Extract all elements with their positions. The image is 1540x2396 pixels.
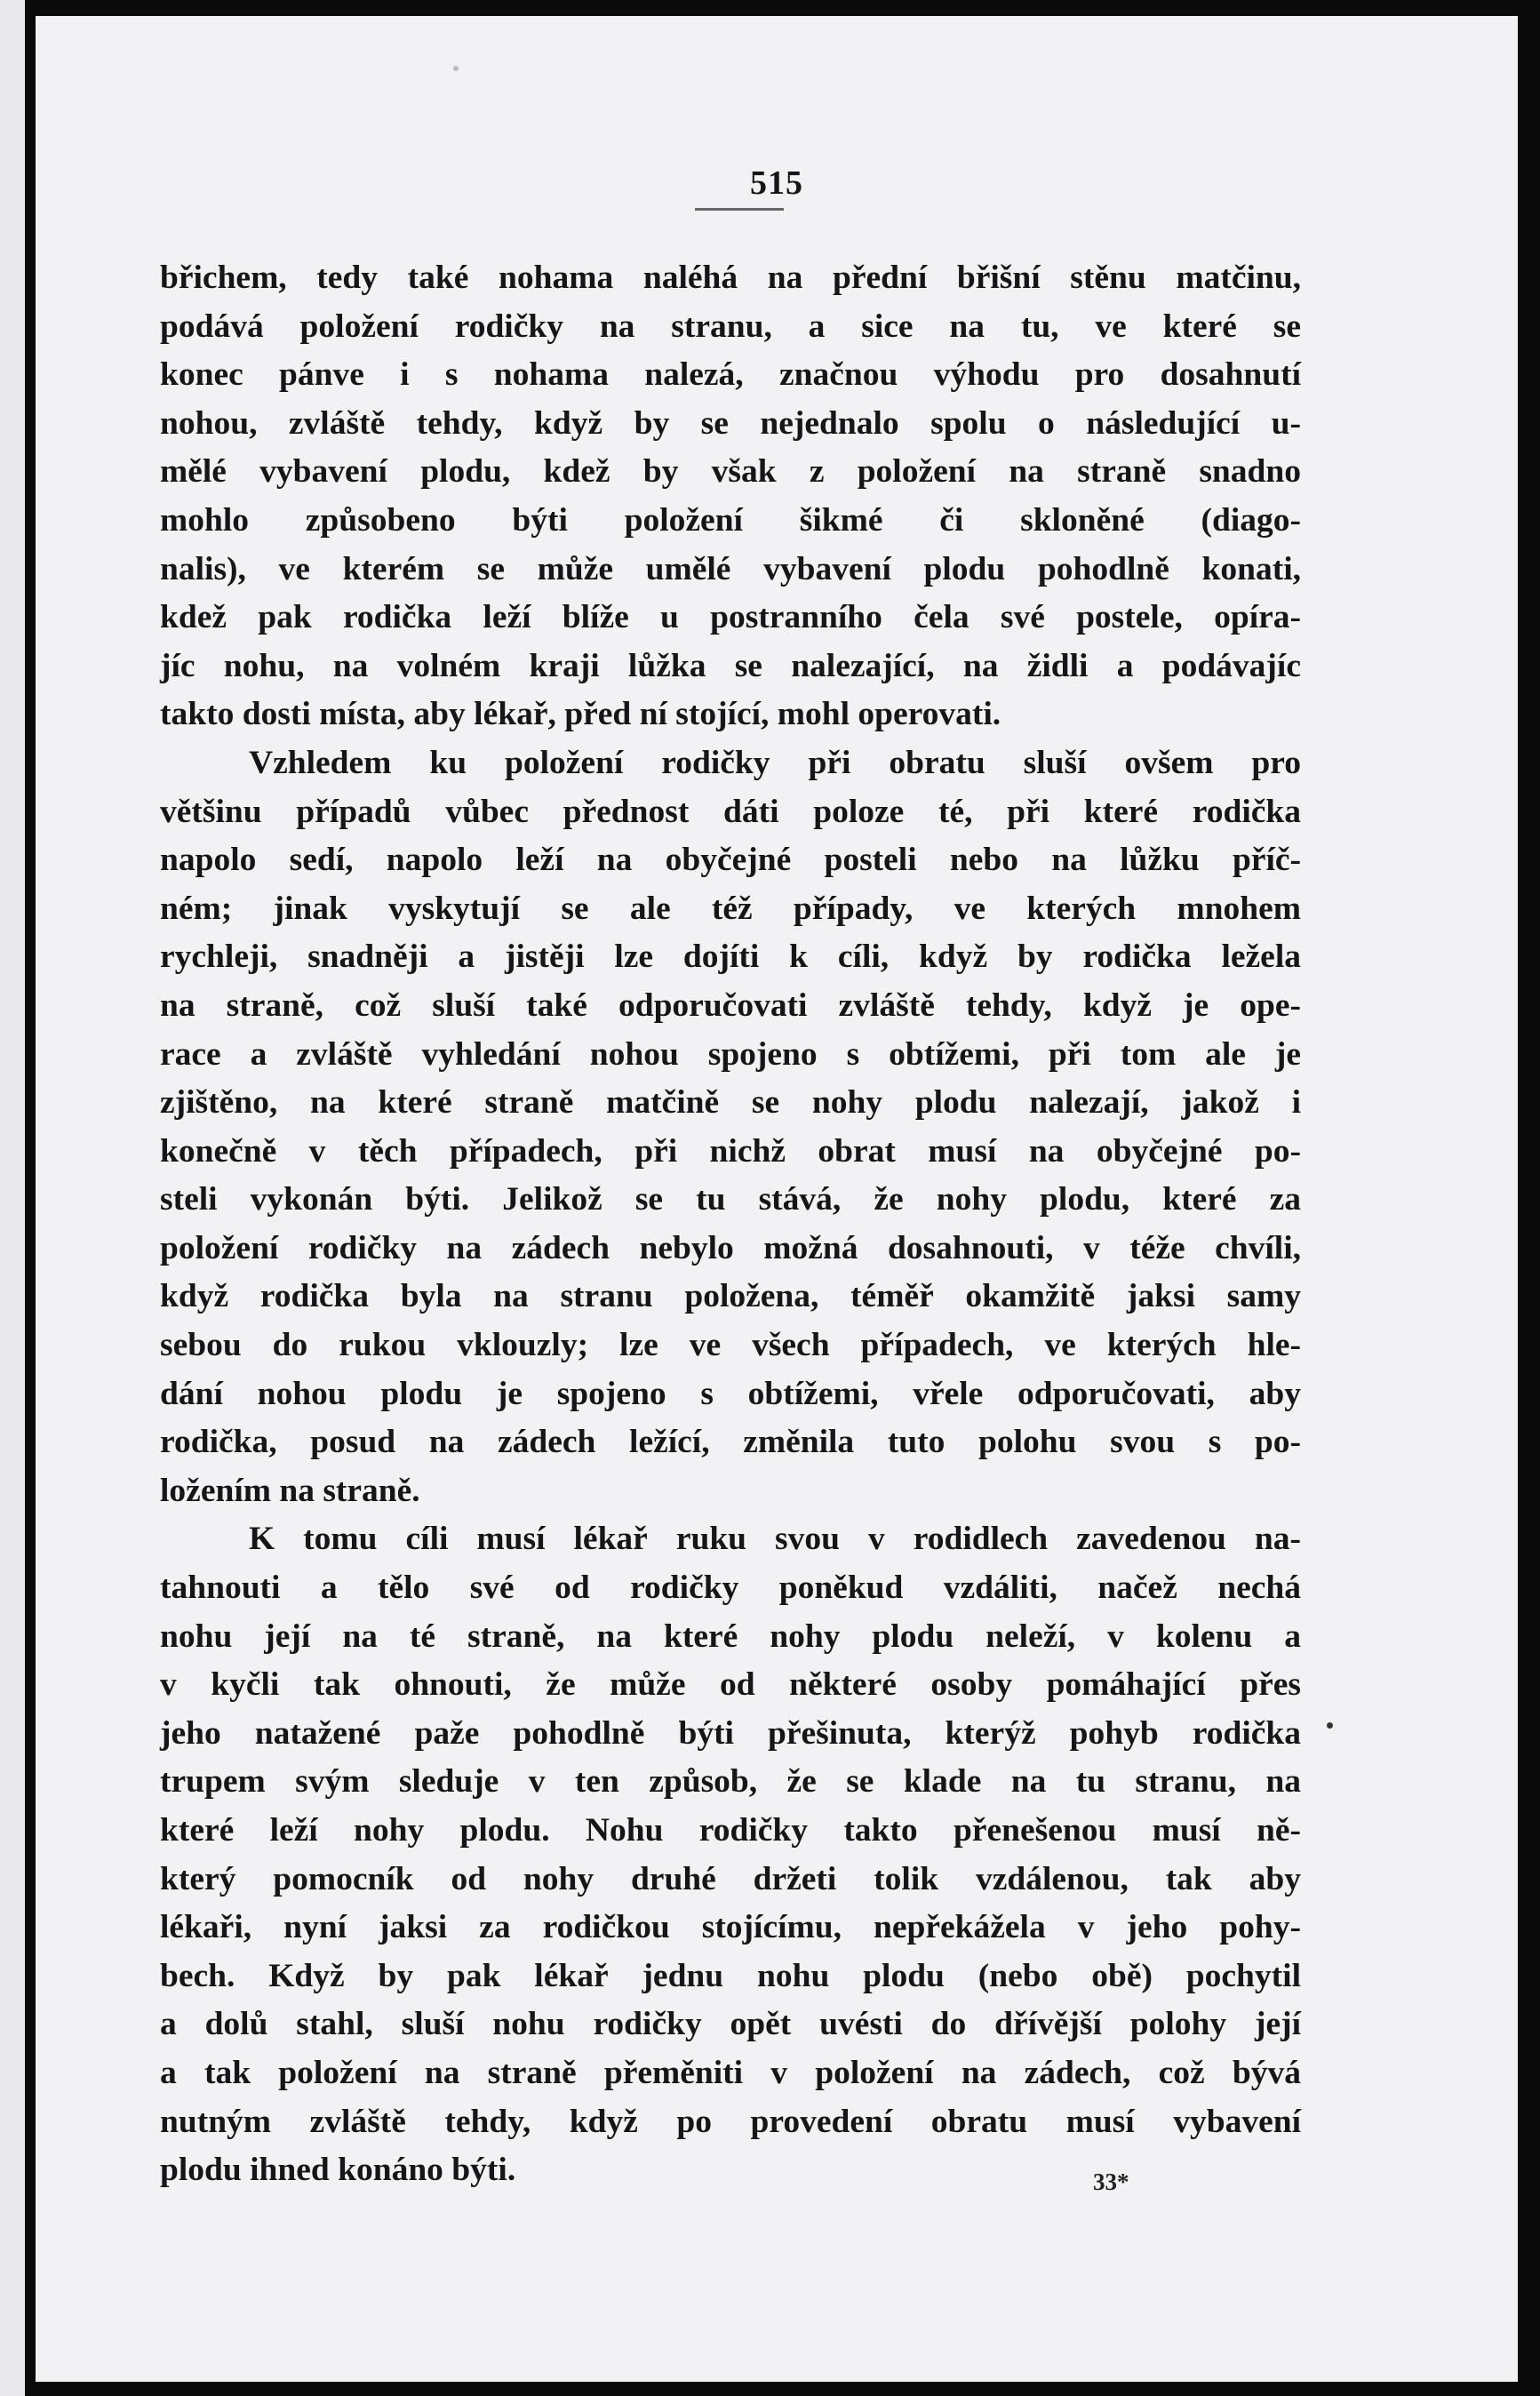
text-line: podává položení rodičky na stranu, a sice na tu, ve které se <box>160 307 1301 345</box>
page-number: 515 <box>750 164 803 202</box>
text-line: dání nohou plodu je spojeno s obtížemi, vřele odporučovati, aby <box>160 1375 1301 1412</box>
text-line: takto dosti místa, aby lékař, před ní stojící, mohl operovati. <box>160 696 1001 733</box>
margin-dot <box>1327 1722 1333 1729</box>
text-line: v kyčli tak ohnouti, že může od některé osoby pomáhající přes <box>160 1666 1301 1704</box>
text-line: konec pánve i s nohama nalezá, značnou výhodu pro dosahnutí <box>160 356 1301 394</box>
text-line: nohou, zvláště tehdy, když by se nejednalo spolu o následující u- <box>160 404 1301 442</box>
page-number-rule <box>695 208 784 211</box>
text-line: bech. Když by pak lékař jednu nohu plodu (nebo obě) pochytil <box>160 1957 1301 1994</box>
text-line: zjištěno, na které straně matčině se nohy plodu nalezají, jakož i <box>160 1084 1301 1122</box>
text-line: a tak položení na straně přeměniti v položení na zádech, což bývá <box>160 2054 1301 2091</box>
text-line: rodička, posud na zádech ležící, změnila tuto polohu svou s po- <box>160 1424 1301 1461</box>
text-line: lékaři, nyní jaksi za rodičkou stojícímu, nepřekážela v jeho pohy- <box>160 1909 1301 1946</box>
signature-mark: 33* <box>1093 2168 1129 2195</box>
paper-speck <box>453 66 459 71</box>
text-line: a dolů stahl, sluší nohu rodičky opět uvésti do dřívější polohy její <box>160 2006 1301 2043</box>
text-line: břichem, tedy také nohama naléhá na přední břišní stěnu matčinu, <box>160 260 1301 296</box>
text-line: nutným zvláště tehdy, když po provedení obratu musí vybavení <box>160 2103 1301 2140</box>
text-line: většinu případů vůbec přednost dáti poloze té, při které rodička <box>160 793 1301 830</box>
text-line: který pomocník od nohy druhé držeti tolik vzdálenou, tak aby <box>160 1860 1301 1897</box>
text-line: rychleji, snadněji a jistěji lze dojíti k cíli, když by rodička ležela <box>160 938 1301 976</box>
text-line: položení rodičky na zádech nebylo možná dosahnouti, v téže chvíli, <box>160 1229 1301 1266</box>
text-line: jeho natažené paže pohodlně býti přešinuta, kterýž pohyb rodička <box>160 1714 1301 1752</box>
text-line: mohlo způsobeno býti položení šikmé či skloněné (diago- <box>160 501 1301 539</box>
text-line: tahnouti a tělo své od rodičky poněkud vzdáliti, načež nechá <box>160 1569 1301 1607</box>
text-line: jíc nohu, na volném kraji lůžka se nalezající, na židli a podávajíc <box>160 647 1301 684</box>
text-line: nohu její na té straně, na které nohy plodu neleží, v kolenu a <box>160 1617 1301 1655</box>
text-line: K tomu cíli musí lékař ruku svou v rodidlech zavedenou na- <box>249 1521 1301 1558</box>
text-line: ložením na straně. <box>160 1472 420 1509</box>
text-line: steli vykonán býti. Jelikož se tu stává, že nohy plodu, které za <box>160 1181 1301 1218</box>
text-line: napolo sedí, napolo leží na obyčejné posteli nebo na lůžku příč- <box>160 842 1301 879</box>
text-line: plodu ihned konáno býti. <box>160 2152 516 2189</box>
book-page <box>36 16 1518 2382</box>
body-text <box>160 254 1301 2195</box>
text-line: když rodička byla na stranu položena, téměř okamžitě jaksi samy <box>160 1278 1301 1315</box>
text-line: sebou do rukou vklouzly; lze ve všech případech, ve kterých hle- <box>160 1327 1301 1364</box>
text-line: kdež pak rodička leží blíže u postranního čela své postele, opíra- <box>160 599 1301 636</box>
text-line: nalis), ve kterém se může umělé vybavení plodu pohodlně konati, <box>160 550 1301 587</box>
text-line: konečně v těch případech, při nichž obrat musí na obyčejné po- <box>160 1132 1301 1170</box>
text-line: na straně, což sluší také odporučovati zvláště tehdy, když je ope- <box>160 986 1301 1024</box>
text-line: trupem svým sleduje v ten způsob, že se klade na tu stranu, na <box>160 1763 1301 1801</box>
adjacent-page-edge <box>0 0 25 2396</box>
text-line: které leží nohy plodu. Nohu rodičky takto přenešenou musí ně- <box>160 1812 1301 1849</box>
text-line: ném; jinak vyskytují se ale též případy, ve kterých mnohem <box>160 890 1301 927</box>
text-line: Vzhledem ku položení rodičky při obratu sluší ovšem pro <box>249 744 1301 781</box>
text-line: mělé vybavení plodu, kdež by však z položení na straně snadno <box>160 453 1301 491</box>
text-line: race a zvláště vyhledání nohou spojeno s obtížemi, při tom ale je <box>160 1035 1301 1073</box>
